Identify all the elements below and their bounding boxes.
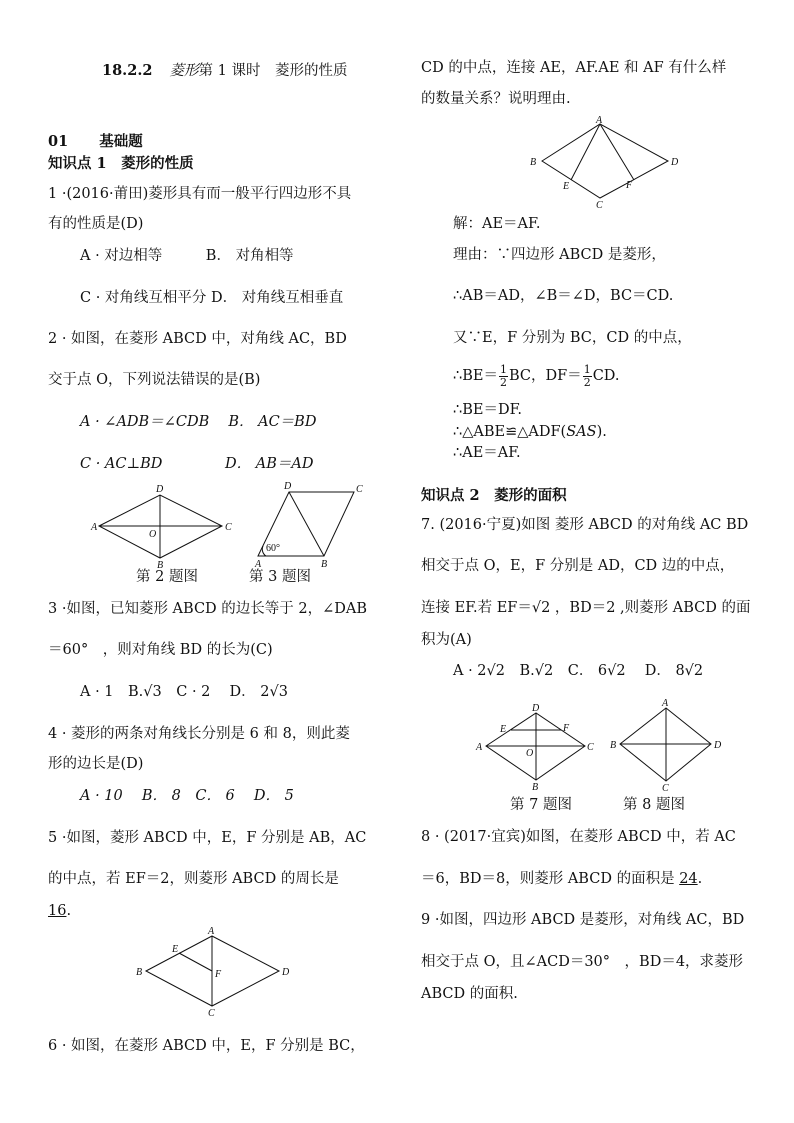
fraction-half-2 <box>583 364 592 389</box>
q8-end: . <box>697 871 703 887</box>
fig6-label-b: B <box>530 157 537 168</box>
fig8-label-c: C <box>662 783 669 794</box>
q6-line2: CD 的中点，连接 AE，AF.AE 和 AF 有什么样 <box>421 60 727 76</box>
fig5-label-d: D <box>282 967 290 978</box>
fig6-label-a: A <box>596 115 603 126</box>
q9-line1: 9 ·如图，四边形 ABCD 是菱形，对角线 AC，BD <box>421 912 745 928</box>
fig6-label-d: D <box>671 157 679 168</box>
figure-6 <box>522 115 677 210</box>
fig3-angle-label: 60° <box>266 543 280 554</box>
sol-line7-sas: SAS <box>566 424 597 440</box>
q9-line3: ABCD 的面积. <box>421 986 518 1002</box>
q5-answer-line <box>48 903 71 920</box>
title-prefix: 菱形 <box>169 63 199 79</box>
fig3-caption: 第 3 题图 <box>249 569 311 585</box>
q6-line3: 的数量关系？说明理由. <box>421 91 571 107</box>
sol-line6: ∴BE＝DF. <box>453 402 523 418</box>
fig5-label-a: A <box>208 926 215 937</box>
fraction-numerator: 1 <box>583 363 591 376</box>
fig2-label-b: B <box>157 560 164 571</box>
q1-options-cd: C · 对角线互相平分 D． 对角线互相垂直 <box>80 290 344 306</box>
sol-line1: 解：AE＝AF. <box>453 216 541 232</box>
fraction-half-1 <box>499 364 508 389</box>
q5-end: . <box>66 903 72 919</box>
fig7-label-f: F <box>563 723 570 734</box>
fig2-label-c: C <box>225 522 232 533</box>
fig5-label-f: F <box>215 969 222 980</box>
sol-line7 <box>453 424 607 441</box>
figure-5 <box>130 925 290 1017</box>
sol-line8: ∴AE＝AF. <box>453 445 521 461</box>
q4-line1: 4 · 菱形的两条对角线长分别是 6 和 8，则此菱 <box>48 726 350 742</box>
q5-answer: 16 <box>48 903 67 919</box>
fig7-label-b: B <box>532 782 539 793</box>
q1-line1: 1 ·(2016·莆田)菱形具有而一般平行四边形不具 <box>48 186 352 202</box>
fig7-label-a: A <box>476 742 483 753</box>
figure-3-rhombus <box>254 481 363 570</box>
fig7-caption: 第 7 题图 <box>510 797 572 813</box>
q4-options: A · 10 B． 8 C． 6 D． 5 <box>80 788 294 804</box>
fig8-label-a: A <box>662 698 669 709</box>
figure-7-rhombus <box>475 703 594 793</box>
q1-options-ab: A · 对边相等 B． 对角相等 <box>80 248 294 264</box>
fig5-label-c: C <box>208 1008 215 1019</box>
q2-line1: 2 · 如图，在菱形 ABCD 中，对角线 AC，BD <box>48 331 347 347</box>
fig2-label-o: O <box>149 529 157 540</box>
figure-8-rhombus <box>610 698 722 794</box>
fig2-label-d: D <box>156 484 164 495</box>
page-title <box>102 62 347 80</box>
q7-line1: 7. (2016·宁夏)如图 菱形 ABCD 的对角线 AC BD <box>421 517 749 533</box>
figure-7-and-8 <box>470 698 730 794</box>
q3-line2: ＝60° ，则对角线 BD 的长为(C) <box>48 642 273 658</box>
title-rest: 第 1 课时 菱形的性质 <box>198 63 348 79</box>
fig6-label-c: C <box>596 200 603 211</box>
q3-line1: 3 ·如图，已知菱形 ABCD 的边长等于 2，∠DAB <box>48 601 368 617</box>
fraction-numerator: 1 <box>499 363 507 376</box>
fig8-label-d: D <box>714 740 722 751</box>
fig2-caption: 第 2 题图 <box>136 569 198 585</box>
q8-answer: 24 <box>679 871 698 887</box>
q8-line1: 8 · (2017·宜宾)如图，在菱形 ABCD 中，若 AC <box>421 829 736 845</box>
sol-line5 <box>453 364 620 389</box>
fig8-caption: 第 8 题图 <box>623 797 685 813</box>
knowledge-point-2: 知识点 2 菱形的面积 <box>421 487 567 504</box>
sol-line5-part3: CD. <box>592 367 620 384</box>
q2-options-ab: A · ∠ADB＝∠CDB B． AC＝BD <box>80 414 317 430</box>
fig3-label-d: D <box>284 481 292 492</box>
sol-line2: 理由：∵四边形 ABCD 是菱形， <box>453 247 666 263</box>
section-name: 基础题 <box>99 133 143 150</box>
q7-options: A · 2√2 B.√2 C． 6√2 D． 8√2 <box>453 663 704 679</box>
fig3-label-a: A <box>255 559 262 570</box>
q6-line1: 6 · 如图，在菱形 ABCD 中，E，F 分别是 BC， <box>48 1038 365 1054</box>
fig7-label-o: O <box>526 748 534 759</box>
sol-line3: ∴AB＝AD，∠B＝∠D，BC＝CD. <box>453 288 674 304</box>
q8-line2 <box>421 871 702 888</box>
q3-options: A · 1 B.√3 C · 2 D． 2√3 <box>80 684 288 700</box>
title-number: 18.2.2 <box>102 62 153 79</box>
q7-line3: 连接 EF.若 EF＝√2 ，BD＝2 ,则菱形 ABCD 的面 <box>421 600 751 616</box>
figure-2-and-3 <box>85 481 385 571</box>
fig5-label-e: E <box>172 944 179 955</box>
q2-line2: 交于点 O，下列说法错误的是(B) <box>48 372 261 388</box>
fig7-label-c: C <box>587 742 594 753</box>
section-header <box>48 133 143 150</box>
knowledge-point-1: 知识点 1 菱形的性质 <box>48 155 194 172</box>
fig2-label-a: A <box>91 522 98 533</box>
fraction-denominator: 2 <box>499 376 507 389</box>
sol-line7-part3: ). <box>596 424 607 440</box>
fig6-label-e: E <box>563 181 570 192</box>
sol-line7-part1: ∴△ABE≌△ADF( <box>453 424 567 440</box>
q5-line2: 的中点，若 EF＝2，则菱形 ABCD 的周长是 <box>48 871 339 887</box>
sol-line4: 又∵E，F 分别为 BC，CD 的中点， <box>453 330 692 346</box>
q9-line2: 相交于点 O，且∠ACD＝30° ，BD＝4，求菱形 <box>421 954 744 970</box>
q8-line2-text: ＝6，BD＝8，则菱形 ABCD 的面积是 <box>421 871 680 887</box>
fig7-label-e: E <box>500 724 507 735</box>
q2-options-cd: C · AC⊥BD D． AB＝AD <box>80 456 314 472</box>
q7-line4: 积为(A) <box>421 632 472 648</box>
figure-2-rhombus <box>90 484 232 571</box>
section-number: 01 <box>48 133 69 150</box>
fig7-label-d: D <box>532 703 540 714</box>
sol-line5-part1: ∴BE＝ <box>453 367 498 384</box>
q7-line2: 相交于点 O，E，F 分别是 AD，CD 边的中点， <box>421 558 735 574</box>
fig5-label-b: B <box>136 967 143 978</box>
fig3-label-b: B <box>321 559 328 570</box>
q4-line2: 形的边长是(D) <box>48 756 144 772</box>
fig8-label-b: B <box>610 740 617 751</box>
q5-line1: 5 ·如图，菱形 ABCD 中，E，F 分别是 AB，AC <box>48 830 367 846</box>
fraction-denominator: 2 <box>583 376 591 389</box>
fig6-label-f: F <box>626 180 633 191</box>
fig3-label-c: C <box>356 484 363 495</box>
q1-line2: 有的性质是(D) <box>48 216 144 232</box>
sol-line5-part2: BC，DF＝ <box>508 367 582 384</box>
